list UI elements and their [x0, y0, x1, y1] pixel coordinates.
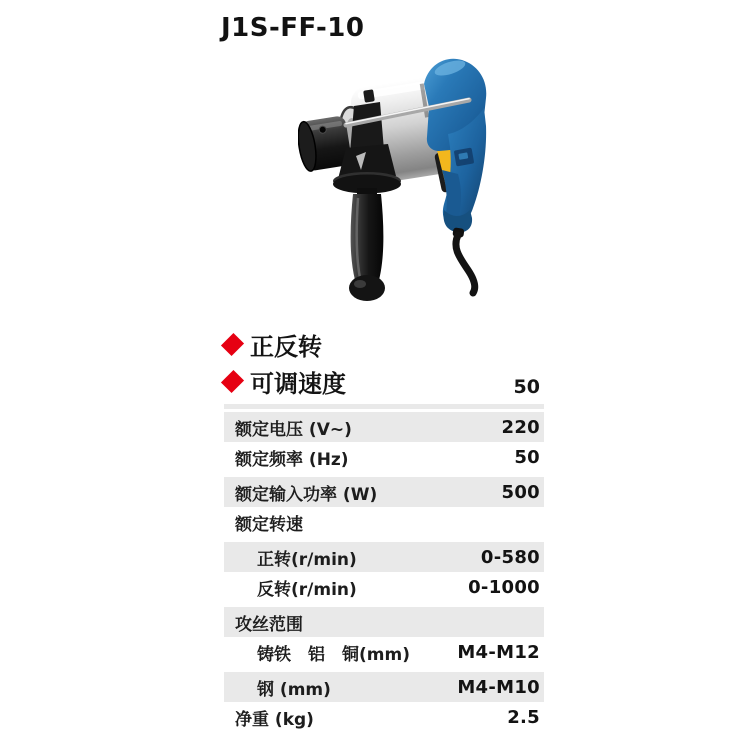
power-cord — [456, 235, 475, 293]
spec-label: 净重 (kg) — [235, 709, 314, 730]
spec-value: M4-M10 — [457, 676, 540, 698]
spec-value: M4-M12 — [457, 641, 540, 663]
spec-label: 正转(r/min) — [257, 549, 357, 570]
spec-value: 0-580 — [480, 546, 540, 568]
chuck-key-hole — [319, 126, 327, 134]
spec-label: 反转(r/min) — [257, 579, 357, 600]
spec-row-voltage — [224, 412, 544, 442]
spec-value: 50 — [514, 446, 540, 468]
spec-value: 220 — [501, 416, 540, 438]
spec-value: 2.5 — [507, 706, 540, 728]
spec-row-rated-speed — [224, 507, 544, 537]
spec-row-tapping-range — [224, 607, 544, 637]
table-top-strip — [224, 404, 544, 409]
spec-row-input-power — [224, 477, 544, 507]
spec-label: 攻丝范围 — [235, 614, 303, 635]
feature-label: 正反转 — [250, 333, 322, 361]
product-image — [298, 52, 498, 314]
feature-label: 可调速度 — [250, 370, 346, 398]
page-title: J1S-FF-10 — [221, 13, 365, 43]
spec-row-frequency — [224, 442, 544, 472]
spec-label: 铸铁 铝 铜(mm) — [257, 644, 410, 665]
diamond-bullet-icon — [221, 333, 244, 356]
spec-label: 额定频率 (Hz) — [235, 449, 349, 470]
spec-row-steel — [224, 672, 544, 702]
spec-label: 额定电压 (V~) — [235, 419, 352, 440]
spec-table — [224, 412, 544, 732]
orphan-spec-value: 50 — [513, 376, 540, 398]
spec-label: 额定转速 — [235, 514, 303, 535]
feature-item — [223, 326, 346, 363]
spec-row-forward-speed — [224, 542, 544, 572]
spec-row-reverse-speed — [224, 572, 544, 602]
spec-label: 钢 (mm) — [257, 679, 331, 700]
spec-label: 额定输入功率 (W) — [235, 484, 378, 505]
spec-value: 500 — [501, 481, 540, 503]
spec-value: 0-1000 — [468, 576, 540, 598]
spec-row-cast-iron — [224, 637, 544, 667]
spec-row-net-weight — [224, 702, 544, 732]
drill-illustration — [298, 52, 498, 314]
